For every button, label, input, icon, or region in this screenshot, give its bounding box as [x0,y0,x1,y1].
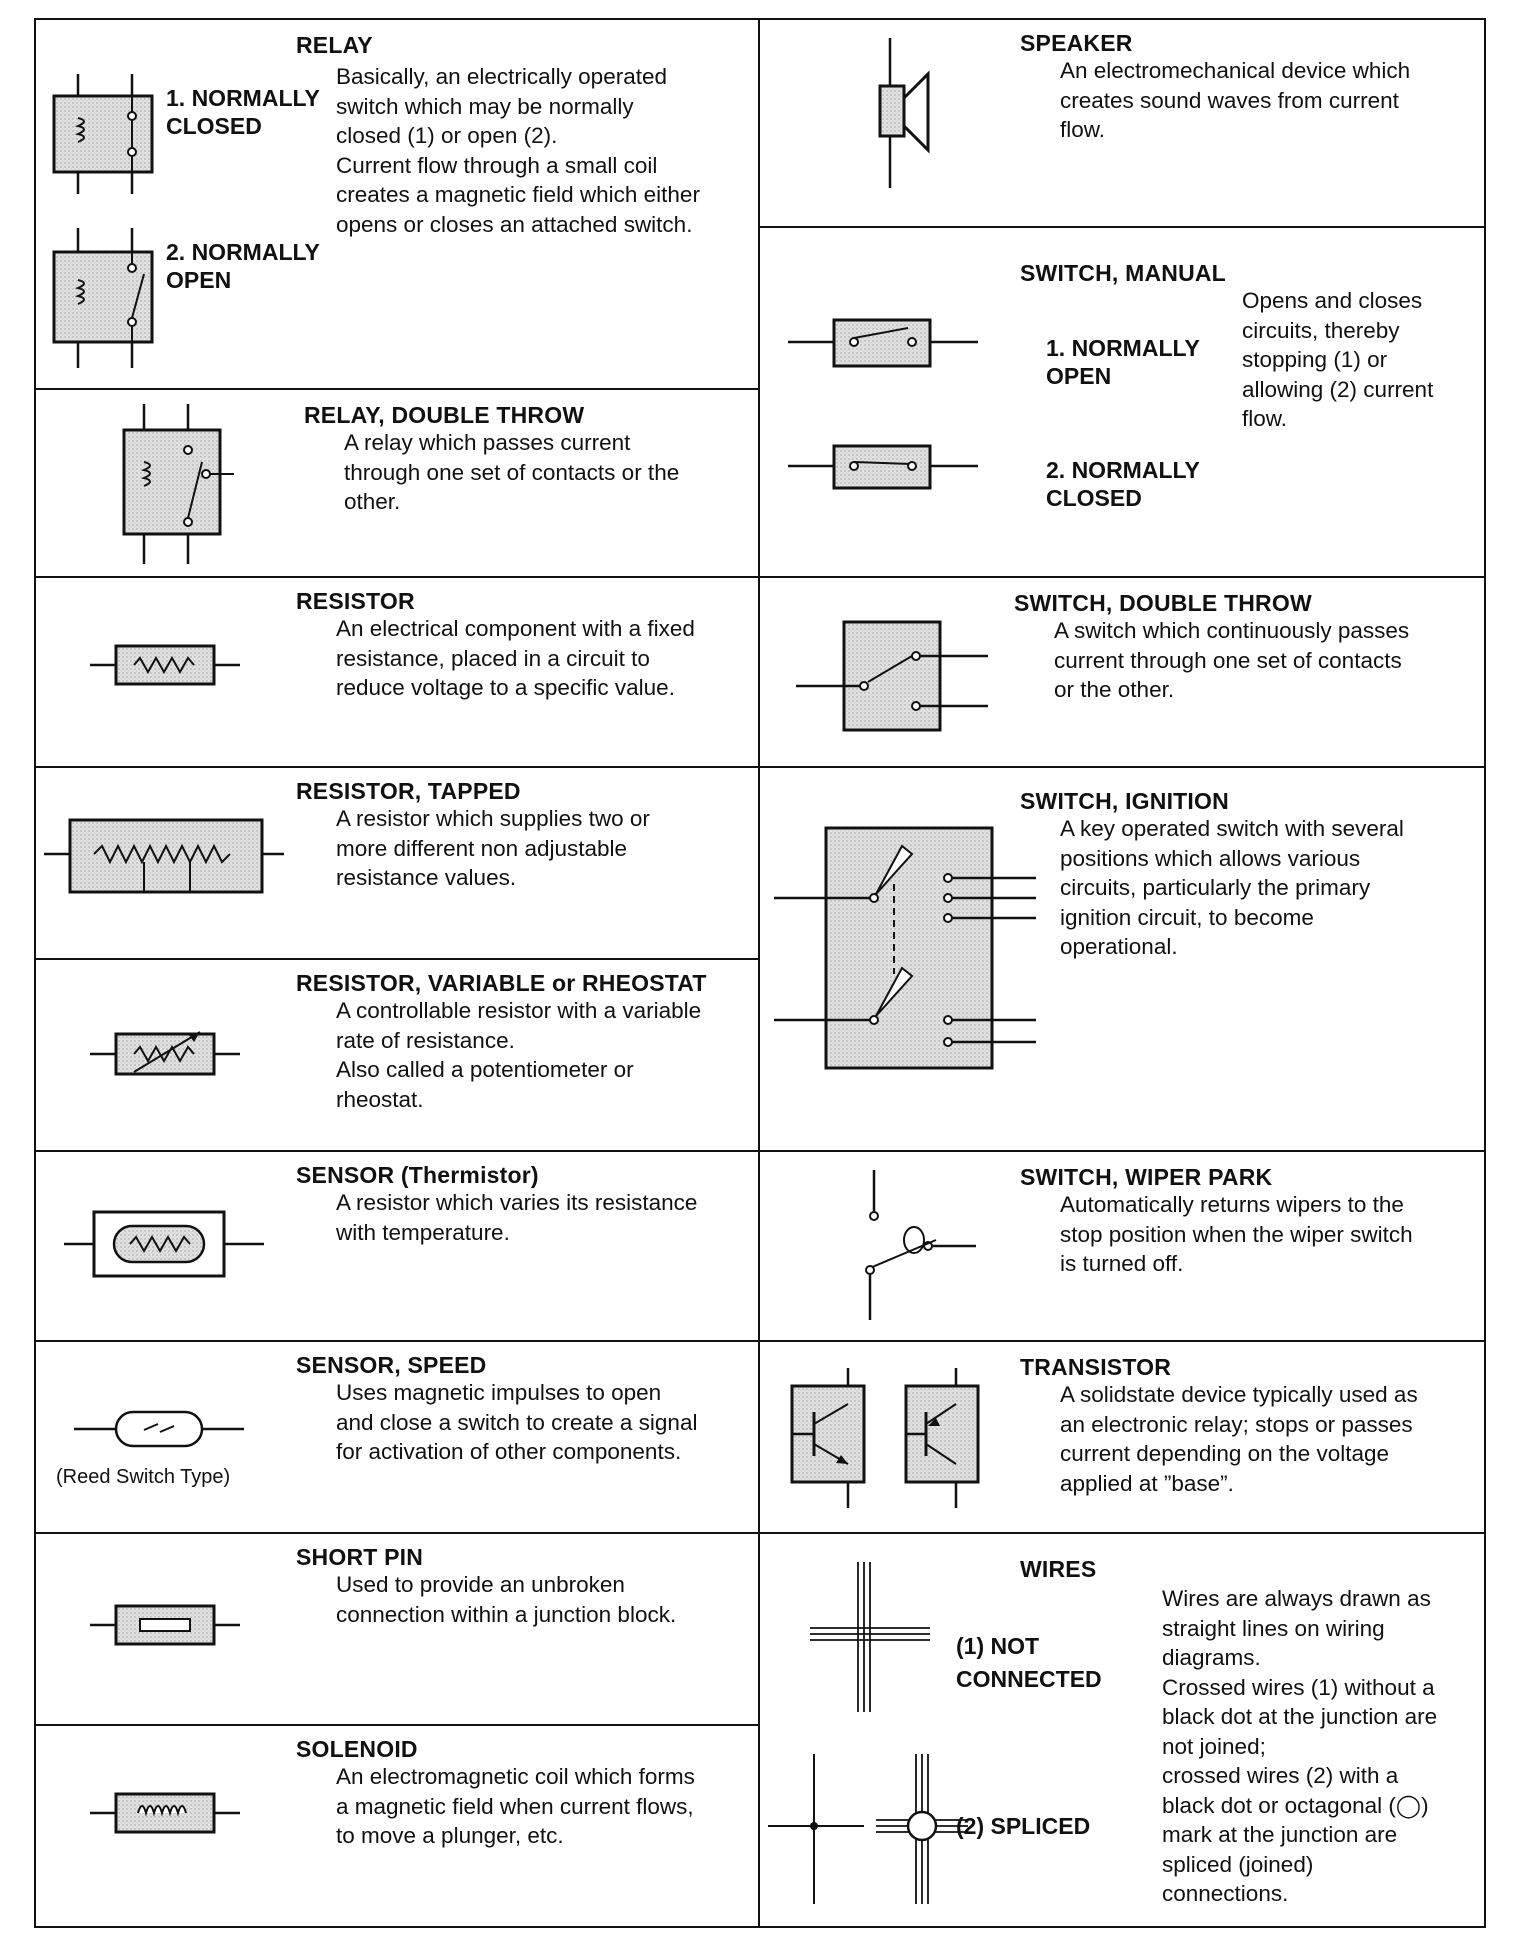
wires-description: Wires are always drawn as straight lines on wiring diagrams. Crossed wires (1) without a black dot at the junction are not joined; crossed wires (2) with a black dot or octagonal (◯) mark at the junction are spliced (joined) connections. [1162,1586,1438,1906]
resistor-tapped-title: RESISTOR, TAPPED [296,778,521,804]
cell-relay [34,18,758,388]
sheet-border-bottom [34,1926,1486,1928]
short-pin-icon [90,1600,240,1650]
resistor-tapped-icon [44,814,284,904]
switch-manual-normally-open-label: 1. NORMALLY OPEN [1046,335,1200,389]
cell-sensor-thermistor [34,1152,758,1340]
short-pin-title: SHORT PIN [296,1544,424,1570]
cell-sensor-speed [34,1342,758,1532]
ignition-switch-icon [774,824,1044,1124]
transistor-description: A solidstate device typically used as an electronic relay; stops or passes current depending on the voltage applied at ”base”. [1060,1382,1418,1496]
symbol-reference-sheet [34,18,1486,1928]
switch-wiper-park-description: Automatically returns wipers to the stop position when the wiper switch is turned off. [1060,1192,1413,1276]
cell-switch-manual [760,228,1484,576]
resistor-tapped-description: A resistor which supplies two or more different non adjustable resistance values. [336,806,650,890]
cell-short-pin [34,1534,758,1724]
thermistor-icon [64,1206,264,1282]
wires-spliced-label: (2) SPLICED [956,1813,1091,1839]
cell-resistor [34,578,758,766]
relay-normally-open-icon [48,228,158,368]
switch-wiper-park-title: SWITCH, WIPER PARK [1020,1164,1273,1190]
switch-manual-normally-closed-label: 2. NORMALLY CLOSED [1046,457,1200,511]
manual-switch-normally-closed-icon [788,438,978,494]
wires-spliced-icon [768,1754,968,1904]
resistor-variable-description: A controllable resistor with a variable rate of resistance. Also called a potentiometer or rheostat. [336,998,702,1112]
relay-description: Basically, an electrically operated switch which may be normally closed (1) or open (2). Current flow through a small coil creates a magnetic field which either opens or closes an attached switch. [336,64,700,237]
switch-ignition-title: SWITCH, IGNITION [1020,788,1229,814]
resistor-variable-title: RESISTOR, VARIABLE or RHEOSTAT [296,970,707,996]
double-throw-switch-icon [796,616,996,736]
wires-title: WIRES [1020,1556,1097,1582]
wires-not-connected-label: (1) NOT CONNECTED [956,1633,1102,1692]
cell-relay-double-throw [34,390,758,576]
transistor-title: TRANSISTOR [1020,1354,1172,1380]
sensor-thermistor-title: SENSOR (Thermistor) [296,1162,539,1188]
cell-resistor-tapped [34,768,758,958]
resistor-description: An electrical component with a fixed resistance, placed in a circuit to reduce voltage to a specific value. [336,616,695,700]
relay-double-throw-icon [104,404,234,564]
reed-switch-caption: (Reed Switch Type) [56,1466,231,1488]
cell-switch-wiper-park [760,1152,1484,1340]
solenoid-description: An electromagnetic coil which forms a magnetic field when current flows, to move a plunger, etc. [336,1764,695,1848]
cell-switch-ignition [760,768,1484,1150]
cell-switch-double-throw [760,578,1484,766]
relay-title: RELAY [296,32,373,58]
cell-resistor-variable [34,960,758,1150]
solenoid-title: SOLENOID [296,1736,418,1762]
sensor-speed-title: SENSOR, SPEED [296,1352,487,1378]
cell-transistor [760,1342,1484,1532]
resistor-icon [90,640,240,690]
relay-normally-closed-label: 1. NORMALLY CLOSED [166,85,320,139]
solenoid-icon [90,1788,240,1838]
cell-speaker [760,18,1484,226]
switch-double-throw-title: SWITCH, DOUBLE THROW [1014,590,1312,616]
resistor-title: RESISTOR [296,588,415,614]
speaker-description: An electromechanical device which creates sound waves from current flow. [1060,58,1411,142]
switch-manual-description: Opens and closes circuits, thereby stopping (1) or allowing (2) current flow. [1242,288,1434,431]
switch-manual-title: SWITCH, MANUAL [1020,260,1226,286]
cell-solenoid [34,1726,758,1926]
relay-normally-open-label: 2. NORMALLY OPEN [166,239,320,293]
switch-double-throw-description: A switch which continuously passes current through one set of contacts or the other. [1054,618,1410,702]
wiper-park-switch-icon [840,1170,980,1320]
relay-normally-closed-icon [48,74,158,194]
reed-switch-icon [74,1406,244,1452]
manual-switch-normally-open-icon [788,312,978,372]
sheet-border-right [1484,18,1486,1928]
wires-not-connected-icon [810,1562,930,1712]
relay-double-throw-title: RELAY, DOUBLE THROW [304,402,585,428]
short-pin-description: Used to provide an unbroken connection within a junction block. [336,1572,677,1627]
speaker-icon [870,38,940,188]
variable-resistor-icon [90,1024,240,1080]
speaker-title: SPEAKER [1020,30,1133,56]
sensor-speed-description: Uses magnetic impulses to open and close a switch to create a signal for activation of other components. [336,1380,698,1464]
transistor-pnp-icon [900,1368,990,1508]
cell-wires [760,1534,1484,1926]
sensor-thermistor-description: A resistor which varies its resistance with temperature. [336,1190,698,1245]
transistor-npn-icon [786,1368,876,1508]
relay-double-throw-description: A relay which passes current through one set of contacts or the other. [344,430,680,514]
switch-ignition-description: A key operated switch with several positions which allows various circuits, particularly the primary ignition circuit, to become operational. [1060,816,1404,959]
